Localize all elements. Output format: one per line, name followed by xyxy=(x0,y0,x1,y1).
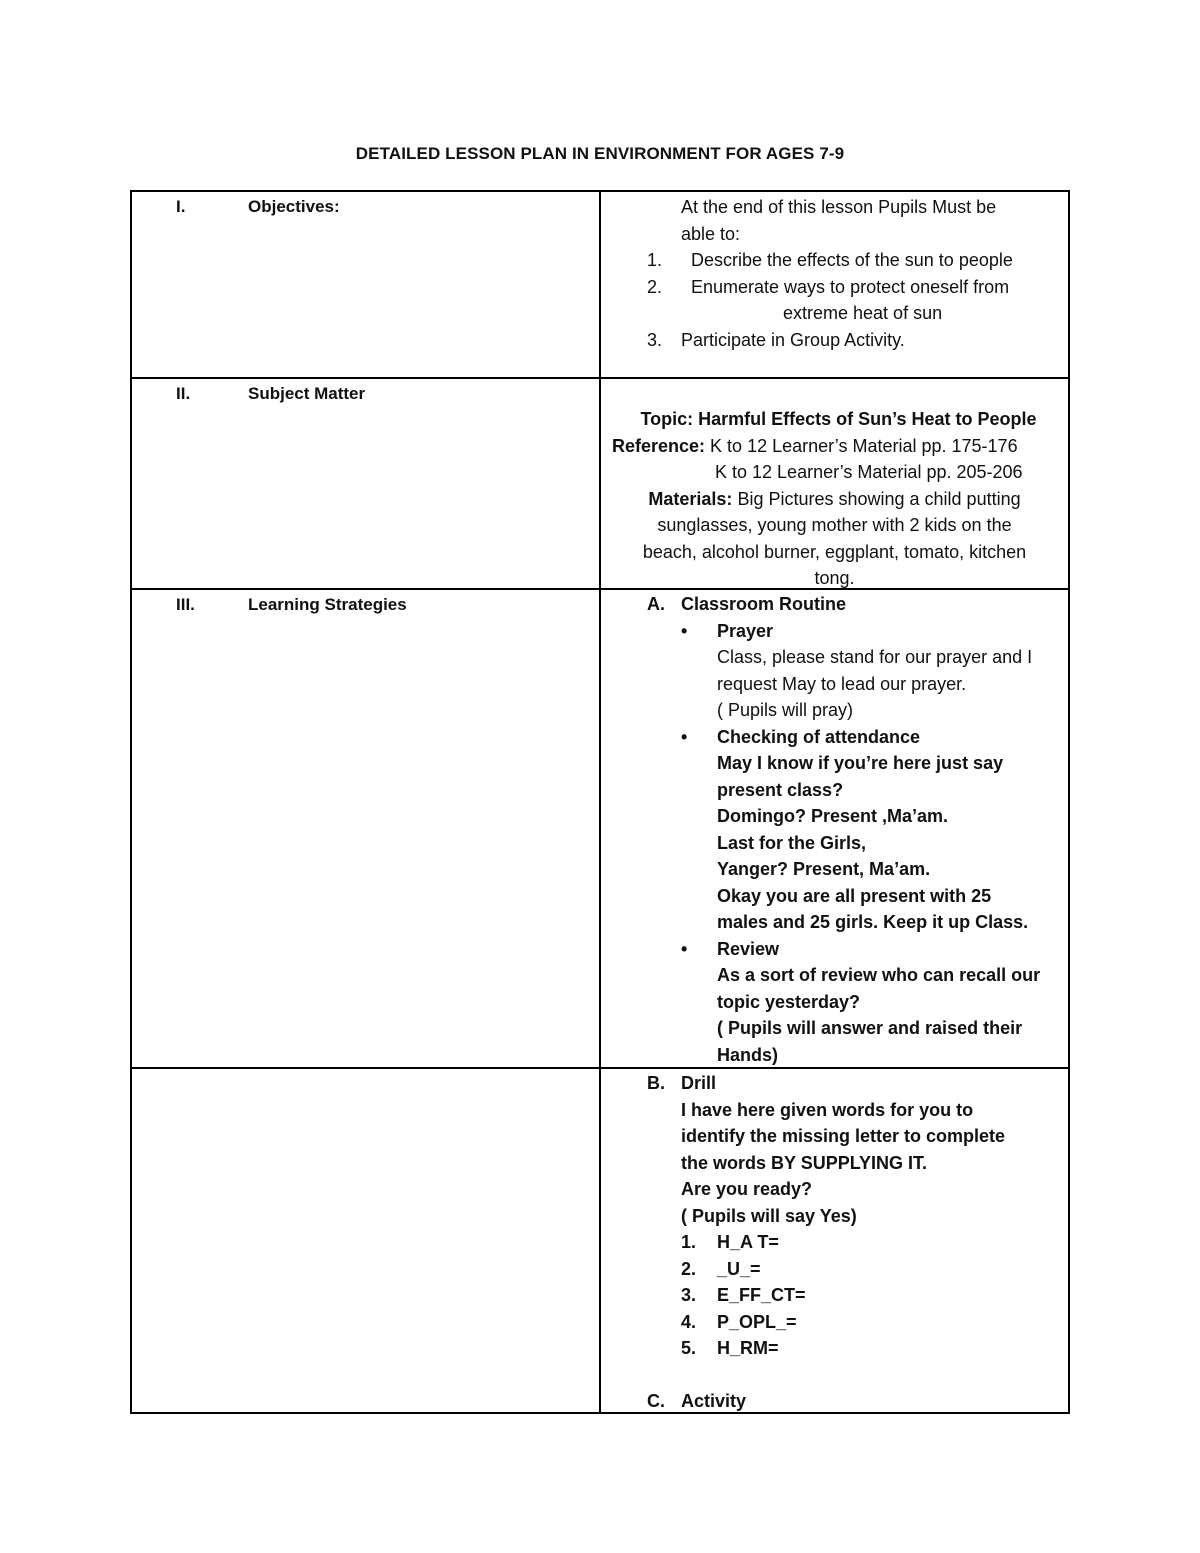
attendance-text: males and 25 girls. Keep it up Class. xyxy=(717,912,1029,932)
learning-strategies-row xyxy=(132,590,1068,1069)
section-number: I. xyxy=(176,197,186,216)
objective-item xyxy=(601,247,1068,274)
drill-item xyxy=(601,1282,1068,1309)
materials-text: Big Pictures showing a child putting xyxy=(732,488,1021,509)
prayer-text: ( Pupils will pray) xyxy=(717,700,854,720)
drill-item xyxy=(601,1256,1068,1283)
drill-text: ( Pupils will say Yes) xyxy=(681,1205,857,1226)
item-letter: C. xyxy=(647,1390,665,1411)
reference-line xyxy=(601,433,1068,460)
spacer xyxy=(601,1362,1068,1388)
item-text: H_RM= xyxy=(717,1338,779,1358)
topic-line xyxy=(601,406,1068,433)
review-text: As a sort of review who can recall our xyxy=(717,965,1041,985)
topic-label: Topic: xyxy=(640,409,694,429)
item-letter: A. xyxy=(647,594,665,614)
reference-line-2: K to 12 Learner’s Material pp. 205-206 xyxy=(715,462,1023,482)
drill-label-cell xyxy=(132,1069,601,1412)
review-text: Hands) xyxy=(717,1044,779,1065)
item-text: H_A T= xyxy=(717,1232,779,1252)
objectives-row xyxy=(132,192,1068,379)
attendance-text: Okay you are all present with 25 xyxy=(717,885,992,906)
strategy-heading xyxy=(601,591,1068,618)
item-text: Enumerate ways to protect oneself from xyxy=(691,276,1010,297)
subject-matter-row xyxy=(132,379,1068,590)
learning-strategies-label-cell xyxy=(132,590,601,1067)
bullet-item xyxy=(601,724,1068,751)
review-text: topic yesterday? xyxy=(717,991,861,1012)
item-title: Drill xyxy=(681,1073,717,1093)
item-number: 1. xyxy=(647,250,663,270)
item-text: Participate in Group Activity. xyxy=(681,329,905,350)
drill-item xyxy=(601,1229,1068,1256)
item-text: E_FF_CT= xyxy=(717,1285,806,1305)
page-title: DETAILED LESSON PLAN IN ENVIRONMENT FOR AGES 7-9 xyxy=(355,144,845,163)
item-text: P_OPL_= xyxy=(717,1311,797,1332)
item-number: 3. xyxy=(647,329,663,350)
prayer-text: request May to lead our prayer. xyxy=(717,673,967,694)
item-number: 1. xyxy=(681,1232,697,1252)
bullet-title: Checking of attendance xyxy=(717,726,921,747)
subject-matter-label-cell xyxy=(132,379,601,588)
drill-item xyxy=(601,1335,1068,1362)
item-title: Activity xyxy=(681,1390,747,1411)
strategy-heading xyxy=(601,1388,1068,1415)
bullet-title: Prayer xyxy=(717,620,774,641)
materials-line: sunglasses, young mother with 2 kids on the xyxy=(657,515,1012,535)
objectives-intro: able to: xyxy=(681,223,741,244)
bullet-icon: • xyxy=(681,726,688,747)
drill-text: identify the missing letter to complete xyxy=(681,1126,1006,1146)
prayer-text: Class, please stand for our prayer and I xyxy=(717,647,1033,667)
item-letter: B. xyxy=(647,1073,665,1093)
drill-text: Are you ready? xyxy=(681,1179,813,1199)
section-label: Subject Matter xyxy=(248,384,366,403)
objectives-label-cell xyxy=(132,192,601,377)
reference-text: K to 12 Learner’s Material pp. 175-176 xyxy=(705,435,1018,456)
bullet-icon: • xyxy=(681,620,688,641)
attendance-text: May I know if you’re here just say xyxy=(717,753,1004,773)
learning-strategies-content-cell xyxy=(601,590,1068,1067)
objective-item xyxy=(601,274,1068,301)
subject-matter-content-cell xyxy=(601,379,1068,588)
section-label: Objectives: xyxy=(248,197,340,216)
item-number: 2. xyxy=(681,1258,697,1279)
item-number: 5. xyxy=(681,1338,697,1358)
objectives-content-cell xyxy=(601,192,1068,377)
item-number: 3. xyxy=(681,1285,697,1305)
drill-text: the words BY SUPPLYING IT. xyxy=(681,1152,928,1173)
bullet-item xyxy=(601,618,1068,645)
attendance-text: present class? xyxy=(717,779,844,800)
materials-line: tong. xyxy=(814,568,855,588)
materials-line: beach, alcohol burner, eggplant, tomato, kitchen xyxy=(642,541,1027,562)
item-number: 4. xyxy=(681,1311,697,1332)
item-number: 2. xyxy=(647,276,663,297)
attendance-text: Domingo? Present ,Ma’am. xyxy=(717,806,949,826)
reference-label: Reference: xyxy=(612,435,706,456)
item-text: _U_= xyxy=(717,1258,761,1279)
bullet-title: Review xyxy=(717,938,780,959)
section-label: Learning Strategies xyxy=(248,595,407,614)
section-number: III. xyxy=(176,595,195,614)
objective-item xyxy=(601,327,1068,354)
item-title: Classroom Routine xyxy=(681,594,847,614)
drill-content-cell xyxy=(601,1069,1068,1412)
objective-item-continuation: extreme heat of sun xyxy=(783,303,943,323)
lesson-plan-table xyxy=(130,190,1070,1414)
attendance-text: Last for the Girls, xyxy=(717,832,867,853)
materials-line xyxy=(601,486,1068,513)
objectives-intro: At the end of this lesson Pupils Must be xyxy=(681,197,997,217)
strategy-heading xyxy=(601,1070,1068,1097)
section-number: II. xyxy=(176,384,191,403)
materials-label: Materials: xyxy=(648,488,733,509)
drill-item xyxy=(601,1309,1068,1336)
drill-text: I have here given words for you to xyxy=(681,1099,974,1120)
topic-text: Harmful Effects of Sun’s Heat to People xyxy=(693,409,1037,429)
item-text: Describe the effects of the sun to people xyxy=(691,250,1013,270)
review-text: ( Pupils will answer and raised their xyxy=(717,1018,1023,1038)
bullet-item xyxy=(601,936,1068,963)
drill-row xyxy=(132,1069,1068,1412)
bullet-icon: • xyxy=(681,938,688,959)
attendance-text: Yanger? Present, Ma’am. xyxy=(717,859,931,879)
